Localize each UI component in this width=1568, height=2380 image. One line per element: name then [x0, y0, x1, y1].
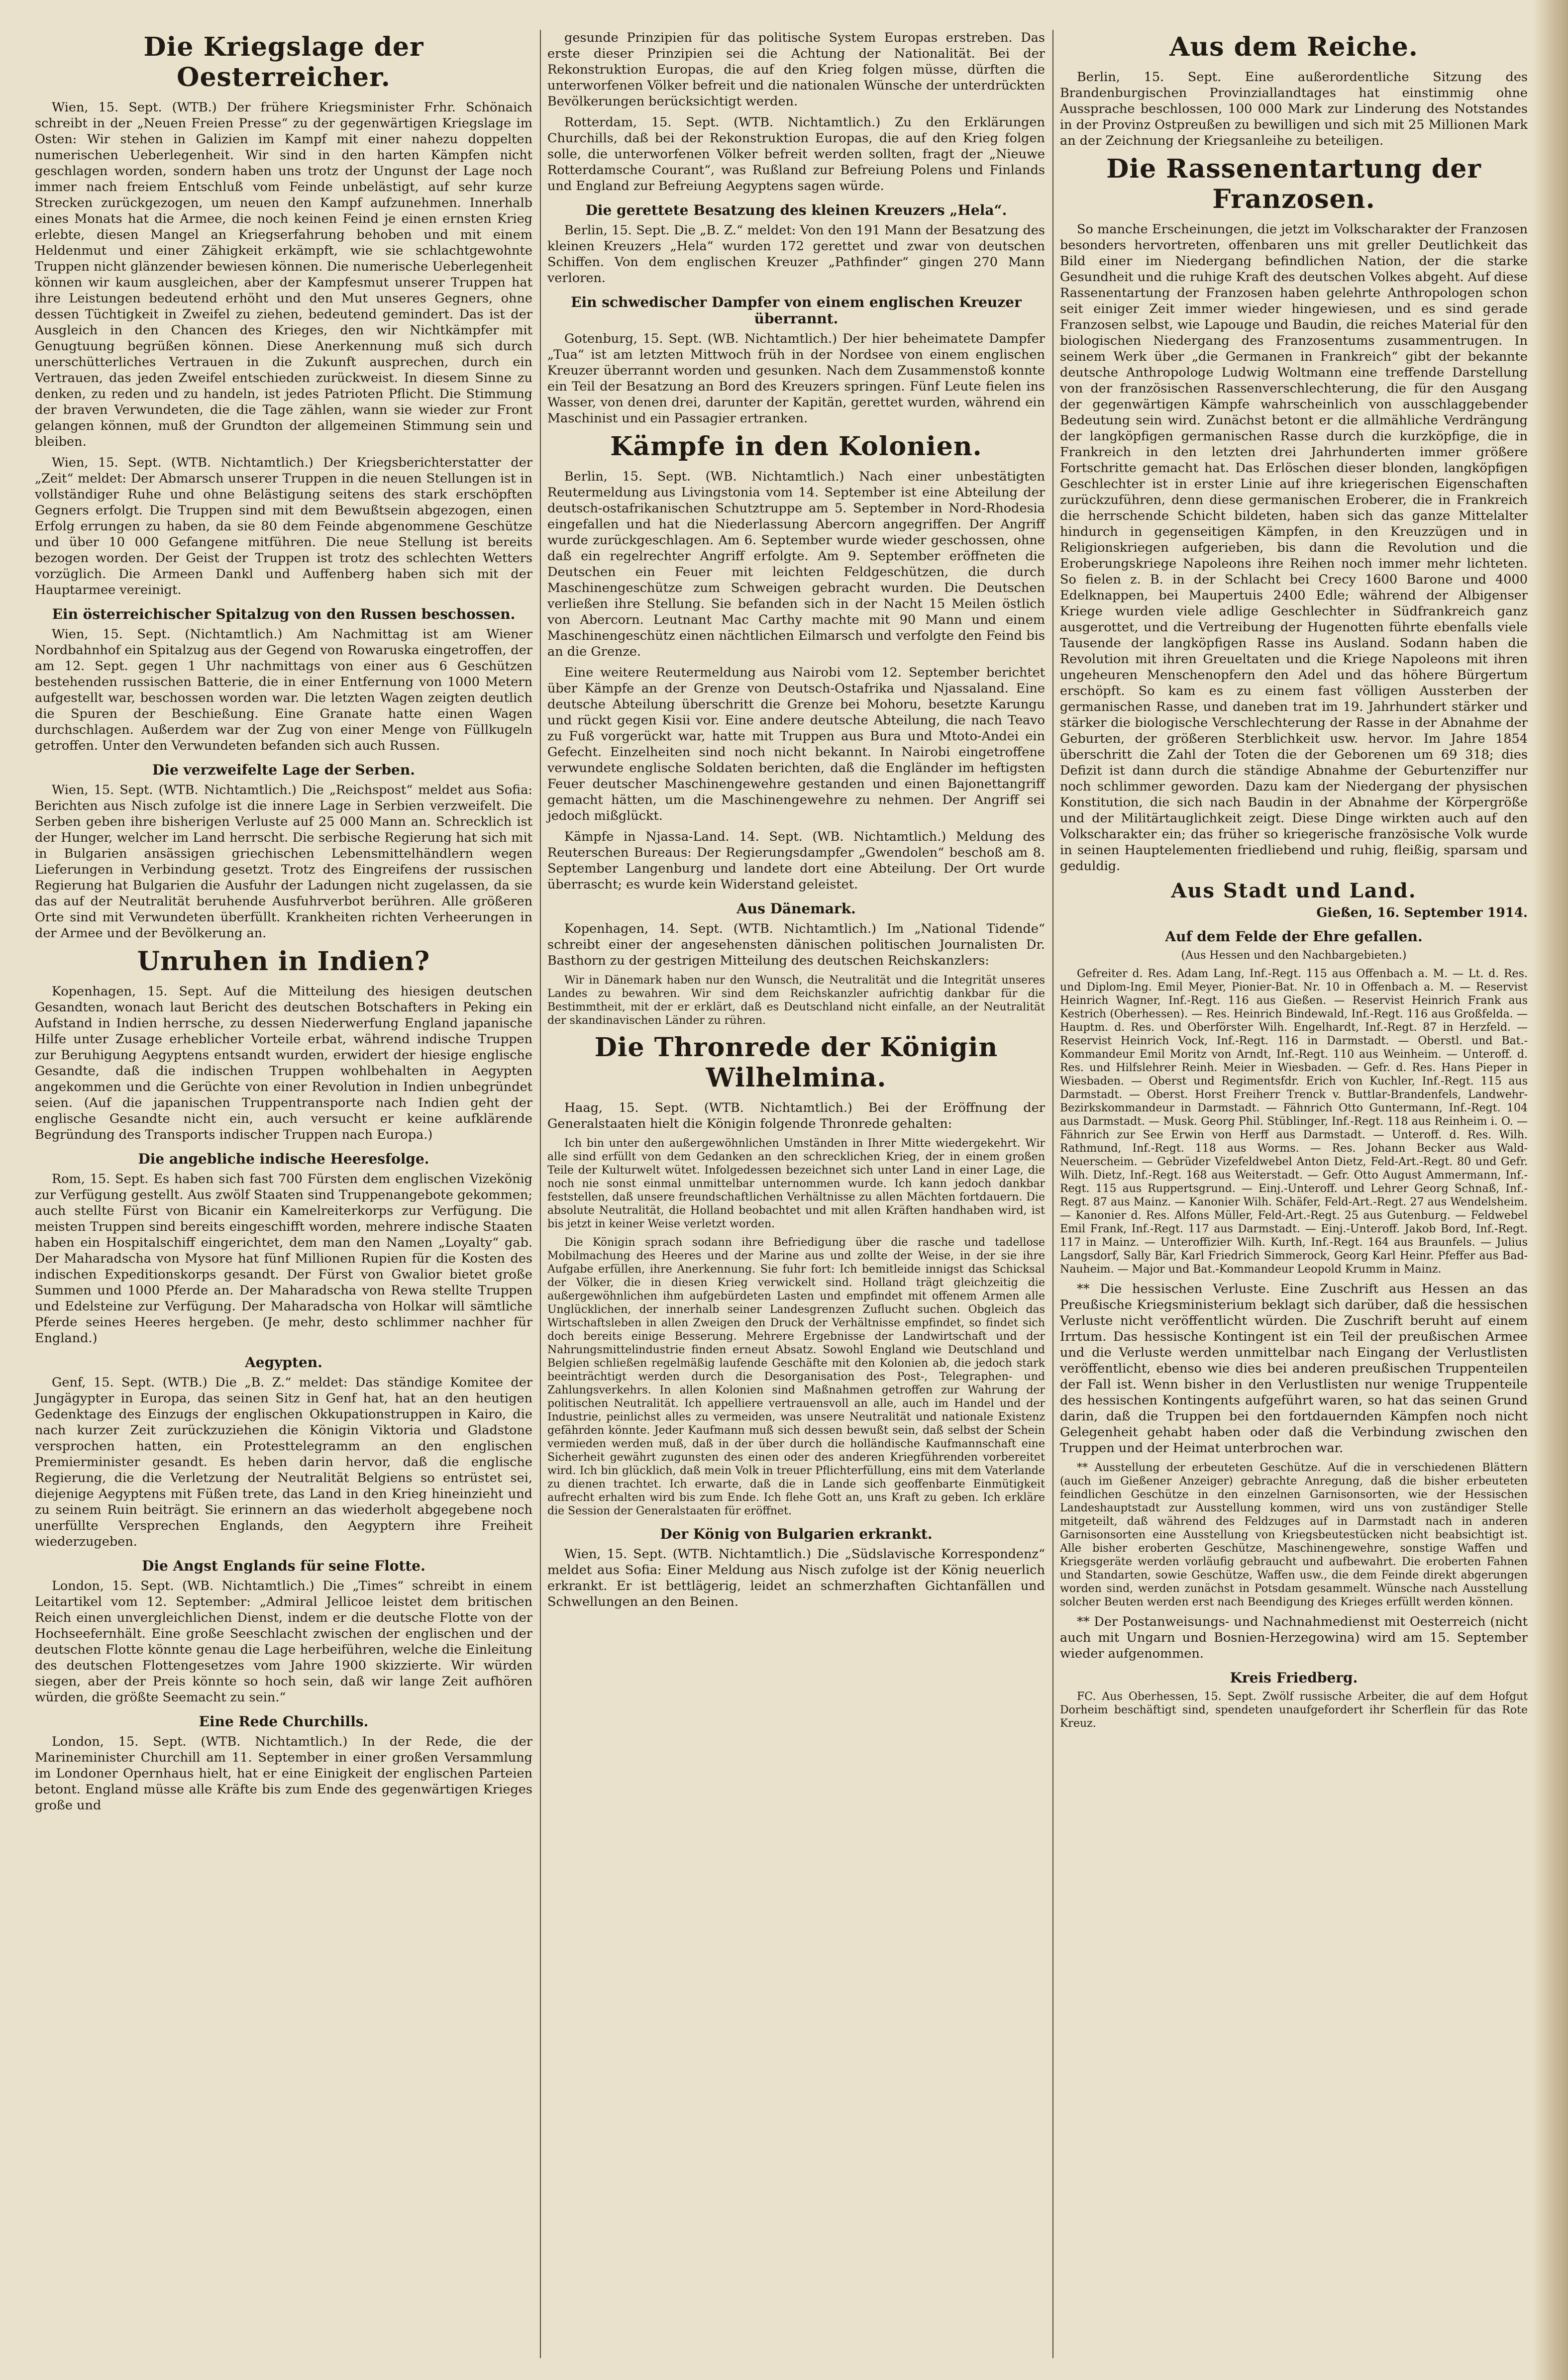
article-paragraph: Kopenhagen, 14. Sept. (WTB. Nichtamtlich.) Im „National Tidende“ schreibt einer der angesehensten dänischen politischen Journalisten Dr. Basthorn zu der gestrigen Mitteilung des deutschen Reichskanzlers: — [547, 921, 1045, 968]
subheading: Die Angst Englands für seine Flotte. — [142, 1558, 425, 1574]
headline-kaempfe-kolonien: Kämpfe in den Kolonien. — [610, 431, 982, 462]
subheading: Die angebliche indische Heeresfolge. — [138, 1151, 429, 1167]
casualty-list: Gefreiter d. Res. Adam Lang, Inf.-Regt. 115 aus Offenbach a. M. — Lt. d. Res. und Diplom-Ing. Emil Meyer, Pionier-Bat. Nr. 10 in Offenbach a. M. — Reservist Heinrich Wagner, Inf.-Regt. 116 aus Gießen. — Reservist Heinrich Frank aus Kestrich (Oberhessen). — Res. Heinrich Bindewald, Inf.-Regt. 116 aus Großfelda. — Hauptm. d. Res. und Oberförster Wilh. Engelhardt, Inf.-Regt. 87 in Herzfeld. — Reservist Heinrich Vock, Inf.-Regt. 116 in Darmstadt. — Oberstl. und Bat.-Kommandeur Emil Moritz von Arndt, Inf.-Regt. 110 aus Weinheim. — Unteroff. d. Res. und Hilfslehrer Reinh. Meier in Wiesbaden. — Gefr. d. Res. Hans Pieper in Wiesbaden. — Oberst und Regimentsfdr. Erich von Kuchler, Inf.-Regt. 115 aus Darmstadt. — Oberst. Horst Freiherr Trenck v. Buttlar-Brandenfels, Landwehr-Bezirkskommandeur in Darmstadt. — Fähnrich Otto Guntermann, Inf.-Regt. 104 aus Darmstadt. — Musk. Georg Phil. Stüblinger, Inf.-Regt. 118 aus Reinheim i. O. — Fähnrich zur See Erwin von Herff aus Darmstadt. — Unteroff. d. Res. Wilh. Rathmund, Inf.-Regt. 118 aus Worms. — Res. Johann Becker aus Wald-Neuerscheim. — Gebrüder Vizefeldwebel Anton Dietz, Feld-Art.-Regt. 80 und Gefr. Wilh. Dietz, Inf.-Regt. 168 aus Weiterstadt. — Gefr. Otto August Ammermann, Inf.-Regt. 115 aus Ruppertsgrund. — Einj.-Unteroff. und Lehrer Georg Schnaß, Inf.-Regt. 87 aus Mainz. — Kanonier Wilh. Schäfer, Feld-Art.-Regt. 27 aus Wendelsheim. — Kanonier d. Res. Alfons Müller, Feld-Art.-Regt. 25 aus Gutenburg. — Feldwebel Emil Frank, Inf.-Regt. 117 aus Darmstadt. — Einj.-Unteroff. Jakob Bord, Inf.-Regt. 117 in Mainz. — Unteroffizier Wilh. Kurth, Inf.-Regt. 164 aus Braunfels. — Julius Langsdorf, Sally Bär, Karl Friedrich Simmerock, Georg Karl Heinr. Pfeffer aus Bad-Nauheim. — Major und Bat.-Kommandeur Leopold Krumm in Mainz. — [1060, 968, 1528, 1276]
subheading-note: (Aus Hessen und den Nachbargebieten.) — [1181, 949, 1407, 962]
subheading: Ein schwedischer Dampfer von einem englischen Kreuzer überrannt. — [571, 294, 1022, 327]
article-paragraph: Wien, 15. Sept. (WTB. Nichtamtlich.) Die „Reichspost“ meldet aus Sofia: Berichten aus Nisch zufolge ist die innere Lage in Serbien verzweifelt. Die Serben geben ihre bisherigen Verluste auf 25 000 Mann an. Schrecklich ist der Hunger, welcher im Land herrscht. Die serbische Regierung hat sich mit in Bulgarien ansässigen griechischen Lebensmittelhändlern wegen Lieferungen in Verbindung gesetzt. Trotz des Eingreifens der russischen Regierung hat Bulgarien die Ausfuhr der Ladungen nicht zugelassen, da sie das auf der Neutralität beruhende Ausfuhrverbot berühren. Alle größeren Orte sind mit Verwundeten überfüllt. Krankheiten richten Verheerungen in der Armee und der Bevölkerung an. — [35, 783, 532, 941]
article-paragraph: ** Die hessischen Verluste. Eine Zuschrift aus Hessen an das Preußische Kriegsministerium beklagt sich darüber, daß die hessischen Verluste nicht veröffentlicht würden. Die Zuschrift beruht auf einem Irrtum. Das hessische Kontingent ist ein Teil der preußischen Armee und die Verluste werden unmittelbar nach Eingang der Verlustlisten veröffentlicht, ebenso wie dies bei anderen preußischen Truppenteilen der Fall ist. Wenn bisher in den Verlustlisten nur wenige Truppenteile des hessischen Kontingents aufgeführt waren, so hat das seinen Grund darin, daß die Truppen bei den fortdauernden Kämpfen noch nicht Gelegenheit gehabt haben oder daß die Verbindung zwischen den Truppen und der Heimat unterbrochen war. — [1060, 1282, 1528, 1456]
article-paragraph: gesunde Prinzipien für das politische System Europas erstreben. Das erste dieser Prinzipien sei die Achtung der Nationalität. Bei der Rekonstruktion Europas, die auf den Krieg folgen müsse, dürften die unterworfenen Völker befreit und die nationalen Wünsche der unterdrückten Bevölkerungen berücksichtigt werden. — [547, 30, 1045, 109]
dateline: Gießen, 16. September 1914. — [1316, 905, 1528, 920]
column-rule — [1052, 30, 1053, 2358]
quoted-paragraph: Ich bin unter den außergewöhnlichen Umständen in Ihrer Mitte wiedergekehrt. Wir alle sind erfüllt von dem Gedanken an den schrecklichen Krieg, der in einem großen Teile der Kulturwelt wütet. Infolgedessen bezeichnet sich unter Land in einer Lage, die noch nie sonst einmal unmittelbar unternommen wurde. Ich kann jedoch dankbar feststellen, daß unsere freundschaftlichen Verhältnisse zu allen Mächten fortdauern. Die absolute Neutralität, die Holland beobachtet und mit allen Kräften handhaben wird, ist bis jetzt in keiner Weise verletzt worden. — [547, 1137, 1045, 1230]
article-paragraph: Rotterdam, 15. Sept. (WTB. Nichtamtlich.) Zu den Erklärungen Churchills, daß bei der Rekonstruktion Europas, die auf den Krieg folgen solle, die unterworfenen Völker befreit werden sollten, fragt der „Nieuwe Rotterdamsche Courant“, was Rußland zur Befreiung Polens und Finlands und England zur Befreiung Aegyptens sagen würde. — [547, 115, 1045, 194]
article-paragraph: Wien, 15. Sept. (WTB. Nichtamtlich.) Die „Südslavische Korrespondenz“ meldet aus Sofia: Einer Meldung aus Nisch zufolge ist der König neuerlich erkrankt. Er ist bettlägerig, leidet an schmerzhaften Gichtanfällen und Schwellungen an den Beinen. — [547, 1547, 1045, 1609]
article-paragraph: Gotenburg, 15. Sept. (WB. Nichtamtlich.) Der hier beheimatete Dampfer „Tua“ ist am letzten Mittwoch früh in der Nordsee von einem englischen Kreuzer überrannt worden und gesunken. Nach dem Zusammenstoß konnte ein Teil der Besatzung an Bord des Kreuzers springen. Fünf Leute fielen ins Wasser, von denen drei, darunter der Kapitän, gerettet wurden, während ein Maschinist und ein Passagier ertranken. — [547, 331, 1045, 426]
headline-rassenentartung: Die Rassenentartung der Franzosen. — [1106, 154, 1481, 214]
column-middle — [547, 30, 1045, 1615]
subheading: Auf dem Felde der Ehre gefallen. — [1165, 928, 1423, 945]
quoted-paragraph: Wir in Dänemark haben nur den Wunsch, die Neutralität und die Integrität unseres Landes zu bewahren. Wir sind dem Reichskanzler aufrichtig dankbar für die Bestimmtheit, mit der er erklärt, daß es Deutschland nicht einfalle, an der Neutralität der skandinavischen Länder zu rühren. — [547, 974, 1045, 1027]
article-paragraph: Genf, 15. Sept. (WTB.) Die „B. Z.“ meldet: Das ständige Komitee der Jungägypter in Europa, das seinen Sitz in Genf hat, hat an den heutigen Gedenktage des Einzugs der englischen Okkupationstruppen in Kairo, die nach kurzer Zeit zurückzuziehen die Königin Viktoria und Gladstone versprochen hatten, ein Protesttelegramm an den englischen Premierminister gesandt. Es heben darin hervor, daß die englische Regierung, die die Verletzung der Neutralität Belgiens so entrüstet sei, diejenige Aegyptens mit Füßen trete, das Land in den Krieg hineinzieht und zu seinem Ruin beiträgt. Sie erinnern an das wiederholt abgegebene noch unerfüllte Versprechen Englands, den Aegyptern ihre Freiheit wiederzugeben. — [35, 1375, 532, 1549]
column-left — [35, 30, 532, 1818]
subheading: Aegypten. — [245, 1354, 322, 1371]
quoted-paragraph: Die Königin sprach sodann ihre Befriedigung über die rasche und tadellose Mobilmachung des Heeres und der Marine aus und zollte der Weise, in der sie ihre Aufgabe erfüllen, ihre Anerkennung. Sie fuhr fort: Ich bemitleide innigst das Schicksal der Völker, die in diesen Krieg verwickelt sind. Holland trägt gleichzeitig die außergewöhnlichen ihm aufgebürdeten Lasten und empfindet mit offenem Armen alle Unglücklichen, der innerhalb seiner Landesgrenzen Zuflucht suchen. Obgleich das Wirtschaftsleben in allen Zweigen den Druck der Verhältnisse empfindet, so findet sich doch bereits einige Besserung. Mehrere Ergebnisse der Landwirtschaft und der Nahrungsmittelindustrie finden erneut Absatz. Sowohl England wie Deutschland und Belgien schließen regelmäßig laufende Geschäfte mit den Kolonien ab, die jedoch stark beeinträchtigt werden durch die Desorganisation des Post-, Telegraphen- und Zahlungsverkehrs. In allen Kolonien sind Maßnahmen getroffen zur Wahrung der politischen Neutralität. Ich appelliere vertrauensvoll an alle, auch im Handel und der Industrie, peinlichst alles zu vermeiden, was unsere Neutralität und nationale Existenz gefährden könnte. Jeder Kaufmann muß sich dessen bewußt sein, daß selbst der Schein vermieden werden muß, daß in der über durch die holländische Kaufmannschaft eine Sicherheit gewährt zugunsten des einen oder des anderen Kriegführenden vorbereitet wird. Ich bin glücklich, daß mein Volk in treuer Pflichterfüllung, eins mit dem Vaterlande zu dienen trachtet. Ich erwarte, daß die in Lande sich geoffenbarte Einmütigkeit aufrecht erhalten wird bis zum Ende. Ich flehe Gott an, uns Kraft zu geben. Ich erkläre die Session der Generalstaaten für eröffnet. — [547, 1236, 1045, 1517]
subheading: Aus Dänemark. — [736, 900, 856, 917]
article-paragraph: Kopenhagen, 15. Sept. Auf die Mitteilung des hiesigen deutschen Gesandten, wonach laut Bericht des deutschen Botschafters in Peking ein Aufstand in Indien herrsche, zu dessen Niederwerfung England japanische Hilfe unter Zusage erheblicher Vorteile erbat, während indische Truppen zur Beruhigung Aegyptens entsandt wurden, erwidert der hiesige englische Gesandte, daß die indischen Truppen wohlbehalten in Aegypten angekommen und die Gerüchte von einer Revolution in Indien unbegründet seien. (Auf die japanischen Truppentransporte nach Indien geht der englische Gesandte nicht ein, auch versucht er keine aufklärende Begründung des Transports indischer Truppen nach Europa.) — [35, 984, 532, 1142]
headline-aus-dem-reiche: Aus dem Reiche. — [1169, 32, 1418, 62]
article-paragraph: FC. Aus Oberhessen, 15. Sept. Zwölf russische Arbeiter, die auf dem Hofgut Dorheim beschäftigt sind, spendeten unaufgefordert ihr Scherflein für das Rote Kreuz. — [1060, 1690, 1528, 1730]
page-fold-shadow — [1533, 0, 1568, 2380]
headline-thronrede: Die Thronrede der Königin Wilhelmina. — [594, 1032, 998, 1093]
article-paragraph: Berlin, 15. Sept. (WB. Nichtamtlich.) Nach einer unbestätigten Reutermeldung aus Livingstonia vom 14. September ist eine Abteilung der deutsch-ostafrikanischen Schutztruppe am 5. September in Nord-Rhodesia eingefallen und hat die Niederlassung Abercorn angegriffen. Der Angriff wurde zurückgeschlagen. Am 6. September wurde wieder geschossen, ohne daß ein regelrechter Angriff erfolgte. Am 9. September eröffneten die Deutschen ein Feuer mit leichten Feldgeschützen, die durch Maschinengeschütze zum Schweigen gebracht wurden. Die Deutschen verließen ihre Stellung. Sie befanden sich in der Nacht 15 Meilen östlich von Abercorn. Leutnant Mac Carthy machte mit 90 Mann und einem Maschinengeschütz einen nächtlichen Eilmarsch und verfolgte den Feind bis an die Grenze. — [547, 469, 1045, 659]
subheading: Der König von Bulgarien erkrankt. — [660, 1526, 933, 1542]
article-paragraph: So manche Erscheinungen, die jetzt im Volkscharakter der Franzosen besonders hervortreten, offenbaren uns mit greller Deutlichkeit das Bild einer im Niedergang befindlichen Nation, der die starke Gesundheit und die ruhige Kraft des deutschen Volkes abgeht. Auf diese Rassenentartung der Franzosen haben gelehrte Anthropologen schon seit einiger Zeit immer wieder hingewiesen, und es sind gerade Franzosen selbst, wie Lapouge und Baudin, die reiches Material für den biologischen Niedergang des Franzosentums zusammentrugen. In seinem Werk über „die Germanen in Frankreich“ gibt der bekannte deutsche Anthropologe Ludwig Woltmann eine treffende Darstellung von der französischen Rassenverschlechterung, die für den Ausgang der gegenwärtigen Kämpfe wahrscheinlich von ausschlaggebender Bedeutung sein wird. Zunächst betont er die allmähliche Verdrängung der langköpfigen germanischen Rasse durch die kurzköpfige, die in Frankreich in den letzten drei Jahrhunderten immer größere Fortschritte gemacht hat. Das Erlöschen dieser blonden, langköpfigen Geschlechter ist in erster Linie auf ihre kriegerischen Eigenschaften zurückzuführen, denn diese germanischen Eroberer, die in Frankreich die herrschende Schicht bildeten, haben sich das ganze Mittelalter hindurch in gegenseitigen Kämpfen, in den Kreuzzügen und in Religionskriegen aufgerieben, bis dann die Revolution und die Eroberungskriege Napoleons ihre Reihen noch immer mehr lichteten. So fielen z. B. in der Schlacht bei Crecy 1600 Barone und 4000 Edelknappen, bei Maupertuis 2400 Edle; während der Albigenser Kriege wurden viele adlige Geschlechter in Südfrankreich ganz ausgerottet, und die Vertreibung der Hugenotten führte ebenfalls viele Tausende der langköpfigen Rasse ins Ausland. Sodann haben die Revolution mit ihren Greueltaten und die Kriege Napoleons mit ihren ungeheuren Menschenopfern den Adel und das höhere Bürgertum erschöpft. So kam es zu einem fast völligen Aussterben der germanischen Rasse, und daneben trat im 19. Jahrhundert stärker und stärker die biologische Verschlechterung der Rasse in der Abnahme der Geburten, der größeren Sterblichkeit usw. hervor. Im Jahre 1854 überschritt die Zahl der Toten die der Geborenen um 69 318; dies Defizit ist dann durch die ständige Abnahme der Geburtenziffer nur noch schlimmer geworden. Dazu kam der Niedergang der physischen Konstitution, die sich nach Baudin in der Abnahme der Körpergröße und der Militärtauglichkeit zeigt. Diese Dinge wirkten auch auf den Volkscharakter ein; das früher so kriegerische französische Volk wurde in seinen Hauptelementen friedliebend und ruhig, fleißig, sparsam und geduldig. — [1060, 222, 1528, 874]
subheading: Die verzweifelte Lage der Serben. — [152, 762, 415, 778]
article-paragraph: Wien, 15. Sept. (WTB.) Der frühere Kriegsminister Frhr. Schönaich schreibt in der „Neuen Freien Presse“ zu der gegenwärtigen Kriegslage im Osten: Wir stehen in Galizien im Kampf mit einer nahezu doppelten numerischen Ueberlegenheit. Wir sind in den harten Kämpfen nicht geschlagen worden, sondern haben uns trotz der Ungunst der Lage noch immer nach freiem Entschluß vom Feinde unbelästigt, auf sehr kurze Strecken zurückgezogen, um neuen den Kampf aufzunehmen. Innerhalb eines Monats hat die Armee, die noch keinen Feind je einen ernsten Krieg erlebte, diesen Mangel an Kriegserfahrung behoben und mit einem Heldenmut und einer Zähigkeit erkämpft, wie sie schlachtgewohnte Truppen nicht glänzender bewiesen können. Die numerische Ueberlegenheit können wir kaum ausgleichen, aber der Kampfesmut unserer Truppen hat ihre Leistungen bedeutend erhöht und den Mut unseres Gegners, ohne dessen Tüchtigkeit in Zweifel zu ziehen, bedeutend gemindert. Das ist der Ausgleich in den Chancen des Krieges, den wir Nichtkämpfer mit Genugtuung begrüßen können. Diese Anerkennung muß sich durch unerschütterliches Vertrauen in die Zukunft ausprechen, durch ein Vertrauen, das jeden Zweifel entschieden zurückweist. In diesem Sinne zu denken, zu reden und zu handeln, ist jedes Patrioten Pflicht. Die Stimmung der braven Verwundeten, die die Tage zählen, wann sie wieder zur Front gelangen können, muß der Grundton der allgemeinen Stimmung sein und bleiben. — [35, 100, 532, 449]
subheading: Ein österreichischer Spitalzug von den Russen beschossen. — [52, 606, 516, 622]
article-paragraph: Kämpfe in Njassa-Land. 14. Sept. (WB. Nichtamtlich.) Meldung des Reuterschen Bureaus: Der Regierungsdampfer „Gwendolen“ beschoß am 8. September Langenburg und landete dort eine Abteilung. Der Ort wurde überrascht; es wurde kein Widerstand geleistet. — [547, 829, 1045, 892]
article-paragraph: Haag, 15. Sept. (WTB. Nichtamtlich.) Bei der Eröffnung der Generalstaaten hielt die Königin folgende Thronrede gehalten: — [547, 1100, 1045, 1131]
article-paragraph: London, 15. Sept. (WB. Nichtamtlich.) Die „Times“ schreibt in einem Leitartikel vom 12. September: „Admiral Jellicoe leistet dem britischen Reich einen unvergleichlichen Dienst, indem er die deutsche Flotte von der Hochseefernhält. Eine große Seeschlacht zwischen der englischen und der deutschen Flotte könnte genau die Lage herbeiführen, welche die Einleitung des deutschen Flottengesetzes vom Jahre 1900 skizzierte. Wir würden siegen, aber der Preis könnte so hoch sein, daß wir lange Zeit aufhören würden, die größte Seemacht zu sein.“ — [35, 1579, 532, 1705]
subheading: Eine Rede Churchills. — [199, 1713, 369, 1730]
article-paragraph: London, 15. Sept. (WTB. Nichtamtlich.) In der Rede, die der Marineminister Churchill am 11. September in einer großen Versammlung im Londoner Opernhaus hielt, hat er eine Einigkeit der englischen Parteien betont. England müsse alle Kräfte bis zum Ende des gegenwärtigen Krieges große und — [35, 1734, 532, 1813]
headline-unruhen-indien: Unruhen in Indien? — [137, 946, 430, 977]
article-paragraph: ** Ausstellung der erbeuteten Geschütze. Auf die in verschiedenen Blättern (auch im Gießener Anzeiger) gebrachte Anregung, daß die bisher erbeuteten feindlichen Geschütze in den einzelnen Garnisonsorten, wie der Hessischen Landeshauptstadt zur Ausstellung kommen, wird uns von zuständiger Stelle mitgeteilt, daß während des Feldzuges auf in Darmstadt nach in anderen Garnisonsorten eine Ausstellung von Kriegsbeutestücken nicht beabsichtigt ist. Alle bisher eroberten Geschütze, Maschinengewehre, sonstige Waffen und Kriegsgeräte werden vorläufig gebraucht und aufbewahrt. Die eroberten Fahnen und Standarten, sowie Geschütze, Waffen usw., die dem Feinde direkt abgerungen worden sind, werden zunächst in Potsdam gesammelt. Wünsche nach Ausstellung solcher Beuten werden erst nach Beendigung des Krieges erfüllt werden können. — [1060, 1462, 1528, 1608]
article-paragraph: Berlin, 15. Sept. Eine außerordentliche Sitzung des Brandenburgischen Provinziallandtages hat einstimmig ohne Aussprache beschlossen, 100 000 Mark zur Linderung des Notstandes in der Provinz Ostpreußen zu bewilligen und sich mit 25 Millionen Mark an der Zeichnung der Kriegsanleihe zu beteiligen. — [1060, 70, 1528, 148]
subheading: Die gerettete Besatzung des kleinen Kreuzers „Hela“. — [585, 202, 1007, 218]
subheading: Kreis Friedberg. — [1230, 1670, 1358, 1686]
article-paragraph: Rom, 15. Sept. Es haben sich fast 700 Fürsten dem englischen Vizekönig zur Verfügung gestellt. Aus zwölf Staaten sind Truppenangebote gekommen; auch stellte Fürst von Bicanir ein Kamelreiterkorps zur Verfügung. Die meisten Truppen sind bereits eingeschifft worden, mehrere indische Staaten haben ein Hospitalschiff eingerichtet, dem man den Namen „Loyalty“ gab. Der Maharadscha von Mysore hat fünf Millionen Rupien für die Kosten des indischen Expeditionskorps gesandt. Der Fürst von Gwalior bietet große Summen und 1000 Pferde an. Der Maharadscha von Rewa stellte Truppen und Edelsteine zur Verfügung. Der Maharadscha von Holkar will sämtliche Pferde seines Heeres hergeben. (Je mehr, desto schlimmer nachher für England.) — [35, 1172, 532, 1346]
column-rule — [540, 30, 541, 2358]
article-paragraph: Wien, 15. Sept. (Nichtamtlich.) Am Nachmittag ist am Wiener Nordbahnhof ein Spitalzug aus der Gegend von Rowaruska eingetroffen, der am 12. Sept. gegen 1 Uhr nachmittags von einer aus 6 Geschützen bestehenden russischen Batterie, die in einer Entfernung von 1000 Metern aufgestellt war, beschossen worden war. Die letzten Wagen zeigten deutlich die Spuren der Beschießung. Eine Granate hatte einen Wagen durchschlagen. Außerdem war der Zug von einer Menge von Füllkugeln getroffen. Unter den Verwundeten befanden sich auch Russen. — [35, 627, 532, 753]
article-paragraph: ** Der Postanweisungs- und Nachnahmedienst mit Oesterreich (nicht auch mit Ungarn und Bosnien-Herzegowina) wird am 15. September wieder aufgenommen. — [1060, 1614, 1528, 1661]
article-paragraph: Berlin, 15. Sept. Die „B. Z.“ meldet: Von den 191 Mann der Besatzung des kleinen Kreuzers „Hela“ wurden 172 gerettet und zwar von deutschen Schiffen. Von dem englischen Kreuzer „Pathfinder“ gingen 270 Mann verloren. — [547, 223, 1045, 286]
headline-kriegslage: Die Kriegslage der Oesterreicher. — [143, 32, 424, 93]
column-right — [1060, 30, 1528, 1735]
article-paragraph: Eine weitere Reutermeldung aus Nairobi vom 12. September berichtet über Kämpfe an der Grenze von Deutsch-Ostafrika und Njassaland. Eine deutsche Abteilung überschritt die Grenze bei Mohoru, besetzte Karungu und rückt gegen Kisii vor. Eine andere deutsche Abteilung, die nach Teavo zu Fuß vorgerückt war, hatte mit Truppen aus Bura und Mtoto-Andei ein Gefecht. Einzelheiten sind noch nicht bekannt. In Nairobi eingetroffene verwundete englische Soldaten berichten, daß die Engländer im heftigsten Feuer deutscher Maschinengewehre gestanden und einen Bajonettangriff gemacht hätten, um die Maschinengewehre zu nehmen. Der Angriff sei jedoch mißglückt. — [547, 665, 1045, 823]
article-paragraph: Wien, 15. Sept. (WTB. Nichtamtlich.) Der Kriegsberichterstatter der „Zeit“ meldet: Der Abmarsch unserer Truppen in die neuen Stellungen ist in vollständiger Ruhe und ohne Belästigung seitens des stark erschöpften Gegners erfolgt. Die Truppen sind mit dem Bewußtsein abgezogen, einen Erfolg errungen zu haben, da sie 80 dem Feinde abgenommene Geschütze und über 10 000 Gefangene mitführen. Die neue Stellung ist bereits bezogen worden. Der Geist der Truppen ist trotz des schlechten Wetters vorzüglich. Die Armeen Dankl und Auffenberg haben sich mit der Hauptarmee vereinigt. — [35, 455, 532, 597]
section-heading: Aus Stadt und Land. — [1171, 879, 1417, 902]
